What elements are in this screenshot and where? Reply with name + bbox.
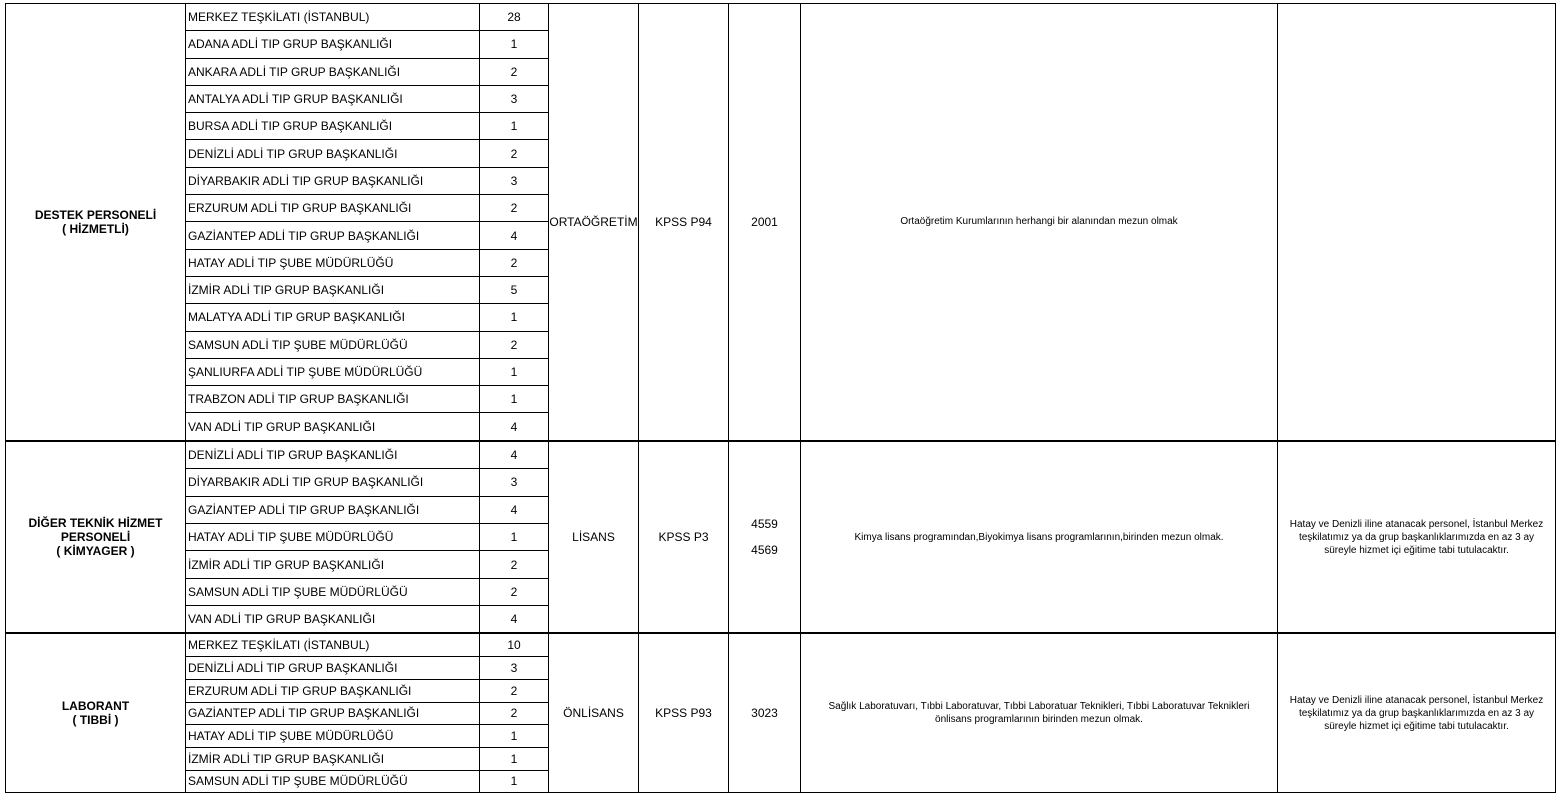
unit-name: ADANA ADLİ TIP GRUP BAŞKANLIĞI [186,31,480,58]
table-row [6,633,1556,656]
position-count: 1 [480,747,549,770]
unit-name: HATAY ADLİ TIP ŞUBE MÜDÜRLÜĞÜ [186,249,480,276]
position-count: 3 [480,167,549,194]
requirement-line: birinden mezun olmak. [1122,531,1224,543]
unit-name: ŞANLIURFA ADLİ TIP ŞUBE MÜDÜRLÜĞÜ [186,358,480,385]
unit-name: MERKEZ TEŞKİLATI (İSTANBUL) [186,633,480,656]
unit-name: SAMSUN ADLİ TIP ŞUBE MÜDÜRLÜĞÜ [186,578,480,605]
education-level: ORTAÖĞRETİM [549,4,639,441]
unit-name: BURSA ADLİ TIP GRUP BAŞKANLIĞI [186,113,480,140]
kpss-type: KPSS P93 [639,633,729,792]
position-count: 2 [480,551,549,578]
unit-name: DİYARBAKIR ADLİ TIP GRUP BAŞKANLIĞI [186,469,480,496]
position-count: 2 [480,679,549,702]
special-note [1278,4,1556,441]
position-count: 5 [480,276,549,303]
unit-name: DENİZLİ ADLİ TIP GRUP BAŞKANLIĞI [186,441,480,469]
unit-name: ERZURUM ADLİ TIP GRUP BAŞKANLIĞI [186,195,480,222]
position-count: 28 [480,4,549,31]
position-title [6,633,186,792]
qualification-code: 2001 [729,4,801,441]
unit-name: DENİZLİ ADLİ TIP GRUP BAŞKANLIĞI [186,657,480,680]
unit-name: İZMİR ADLİ TIP GRUP BAŞKANLIĞI [186,747,480,770]
education-level: LİSANS [549,441,639,634]
position-title-line: LABORANT [61,699,130,714]
unit-name: ANTALYA ADLİ TIP GRUP BAŞKANLIĞI [186,85,480,112]
position-title-line: PERSONELİ [60,530,131,545]
position-title-line: ( HİZMETLİ) [62,221,129,236]
qualification-code: 3023 [729,633,801,792]
unit-name: SAMSUN ADLİ TIP ŞUBE MÜDÜRLÜĞÜ [186,331,480,358]
position-count: 1 [480,725,549,748]
requirement-text: Sağlık Laboratuvarı, Tıbbi Laboratuvar, Tıbbi Laboratuar Teknikleri, Tıbbi Laboratuvar Teknikleri önlisans programlarının birinden mezun olmak. [801,633,1278,792]
unit-name: GAZİANTEP ADLİ TIP GRUP BAŞKANLIĞI [186,702,480,725]
unit-name: İZMİR ADLİ TIP GRUP BAŞKANLIĞI [186,551,480,578]
unit-name: GAZİANTEP ADLİ TIP GRUP BAŞKANLIĞI [186,496,480,523]
unit-name: VAN ADLİ TIP GRUP BAŞKANLIĞI [186,413,480,441]
position-title-line: ( TIBBİ ) [72,713,119,728]
position-count: 10 [480,633,549,656]
position-count: 4 [480,496,549,523]
qualification-codes [729,441,801,634]
qualification-code: 4559 [751,517,778,532]
position-count: 2 [480,58,549,85]
position-count: 2 [480,195,549,222]
position-count: 3 [480,85,549,112]
unit-name: MALATYA ADLİ TIP GRUP BAŞKANLIĞI [186,304,480,331]
position-count: 1 [480,386,549,413]
kpss-type: KPSS P3 [639,441,729,634]
position-count: 2 [480,249,549,276]
position-count: 1 [480,31,549,58]
position-count: 1 [480,358,549,385]
unit-name: ANKARA ADLİ TIP GRUP BAŞKANLIĞI [186,58,480,85]
unit-name: HATAY ADLİ TIP ŞUBE MÜDÜRLÜĞÜ [186,523,480,550]
position-count: 2 [480,331,549,358]
position-title [6,441,186,634]
position-title-line: DİĞER TEKNİK HİZMET [28,516,163,531]
position-count: 3 [480,657,549,680]
position-count: 1 [480,523,549,550]
requirement-line: Biyokimya lisans programlarının, [978,531,1123,543]
position-title [6,4,186,441]
special-note: Hatay ve Denizli iline atanacak personel, İstanbul Merkez teşkilatımız ya da grup başkanlıklarımızda en az 3 ay süreyle hizmet içi eğitime tabi tutulacaktır. [1278,441,1556,634]
unit-name: DENİZLİ ADLİ TIP GRUP BAŞKANLIĞI [186,140,480,167]
position-title-line: DESTEK PERSONELİ [34,207,157,222]
qualification-code: 4569 [751,543,778,558]
position-count: 1 [480,304,549,331]
unit-name: MERKEZ TEŞKİLATI (İSTANBUL) [186,4,480,31]
special-note: Hatay ve Denizli iline atanacak personel, İstanbul Merkez teşkilatımız ya da grup başkanlıklarımızda en az 3 ay süreyle hizmet içi eğitime tabi tutulacaktır. [1278,633,1556,792]
position-count: 4 [480,606,549,634]
position-count: 2 [480,140,549,167]
unit-name: DİYARBAKIR ADLİ TIP GRUP BAŞKANLIĞI [186,167,480,194]
unit-name: VAN ADLİ TIP GRUP BAŞKANLIĞI [186,606,480,634]
position-count: 4 [480,222,549,249]
position-count: 1 [480,113,549,140]
position-count: 3 [480,469,549,496]
position-count: 4 [480,413,549,441]
staff-allocation-table [5,3,1556,793]
position-count: 4 [480,441,549,469]
position-count: 2 [480,578,549,605]
unit-name: HATAY ADLİ TIP ŞUBE MÜDÜRLÜĞÜ [186,725,480,748]
kpss-type: KPSS P94 [639,4,729,441]
table-row [6,441,1556,469]
education-level: ÖNLİSANS [549,633,639,792]
unit-name: TRABZON ADLİ TIP GRUP BAŞKANLIĞI [186,386,480,413]
position-count: 2 [480,702,549,725]
unit-name: GAZİANTEP ADLİ TIP GRUP BAŞKANLIĞI [186,222,480,249]
table-row [6,4,1556,31]
unit-name: ERZURUM ADLİ TIP GRUP BAŞKANLIĞI [186,679,480,702]
position-count: 1 [480,770,549,793]
unit-name: SAMSUN ADLİ TIP ŞUBE MÜDÜRLÜĞÜ [186,770,480,793]
unit-name: İZMİR ADLİ TIP GRUP BAŞKANLIĞI [186,276,480,303]
requirement-line: Kimya lisans programından, [854,531,979,543]
requirement-text: Ortaöğretim Kurumlarının herhangi bir alanından mezun olmak [801,4,1278,441]
position-title-line: ( KİMYAGER ) [56,544,135,559]
requirement-text [801,441,1278,634]
